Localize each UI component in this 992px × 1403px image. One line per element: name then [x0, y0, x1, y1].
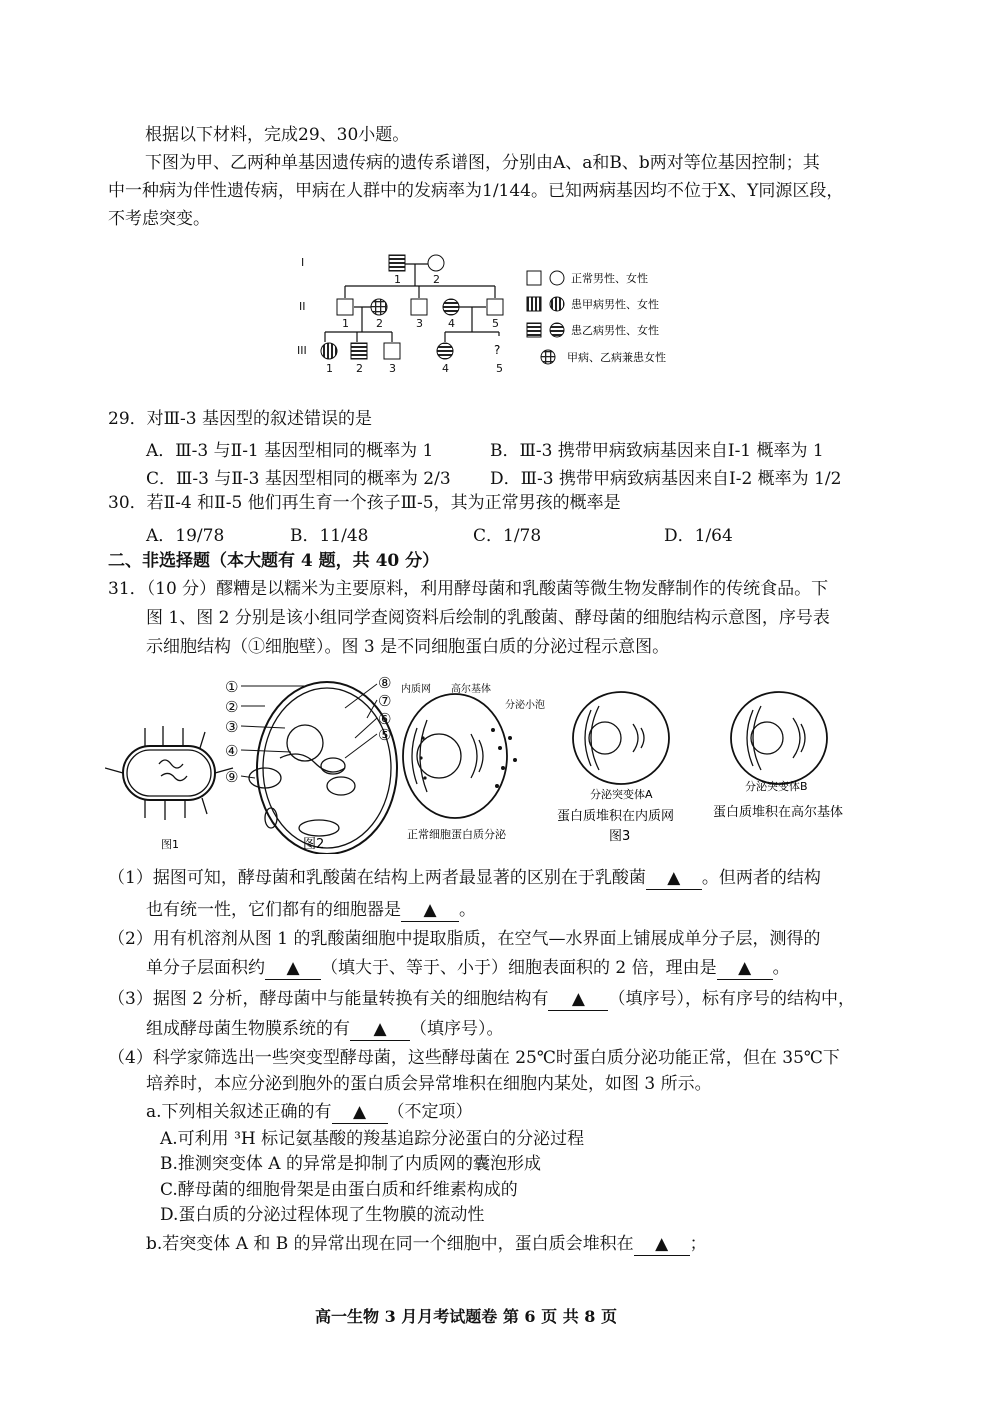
q30-option-b: B．11/48 [290, 526, 369, 546]
q31-line-3: 示细胞结构（①细胞壁）。图 3 是不同细胞蛋白质的分泌过程示意图。 [146, 637, 670, 657]
q29-option-d: D．Ⅲ-3 携带甲病致病基因来自Ⅰ-2 概率为 1/2 [490, 469, 842, 489]
sub4-text-bb: ； [689, 1234, 707, 1254]
sub4-option-c: C.酵母菌的细胞骨架是由蛋白质和纤维素构成的 [160, 1180, 518, 1200]
gen2-num-4: 4 [448, 317, 455, 330]
legend-disease-a: 患甲病男性、女性 [571, 298, 659, 311]
gen1-num-2: 2 [433, 273, 440, 286]
sub1-line-2 [146, 899, 476, 922]
label-circled-9: ⑨ [225, 768, 239, 786]
sub4-part-b [146, 1233, 707, 1256]
golgi-label: 高尔基体 [451, 684, 491, 695]
sub1-text-2a: 也有统一性，它们都有的细胞器是 [146, 900, 401, 920]
q30-option-d: D．1/64 [664, 526, 733, 546]
sub3-text-1a: （3）据图 2 分析，酵母菌中与能量转换有关的细胞结构有 [108, 989, 549, 1009]
sub4-text-ba: b.若突变体 A 和 B 的异常出现在同一个细胞中，蛋白质会堆积在 [146, 1234, 634, 1254]
sub2-text-2b: （填大于、等于、小于）细胞表面积的 2 倍，理由是 [321, 958, 717, 978]
q30-stem: 30．若Ⅱ-4 和Ⅱ-5 他们再生育一个孩子Ⅲ-5，其为正常男孩的概率是 [108, 493, 621, 513]
sub4-option-b: B.推测突变体 A 的异常是抑制了内质网的囊泡形成 [160, 1154, 541, 1174]
gen3-num-1: 1 [326, 362, 333, 375]
sub1-text-1a: （1）据图可知，酵母菌和乳酸菌在结构上两者最显著的区别在于乳酸菌 [108, 868, 646, 888]
sub3-line-1 [108, 988, 855, 1011]
sub4-part-a [146, 1101, 473, 1124]
gen2-num-3: 3 [416, 317, 423, 330]
gen2-num-1: 1 [342, 317, 349, 330]
answer-blank-4[interactable]: ▲ [717, 957, 773, 980]
cell-figures [105, 668, 875, 854]
fig3-mutant-a-cell [573, 692, 669, 784]
answer-blank-1[interactable]: ▲ [646, 867, 702, 890]
q31-line-1: 31．（10 分）醪糟是以糯米为主要原料，利用酵母菌和乳酸菌等微生物发酵制作的传统食品。下 [108, 579, 829, 599]
label-circled-5: ⑤ [378, 726, 392, 744]
label-circled-4: ④ [225, 742, 239, 760]
fig3-caption: 图3 [609, 829, 631, 844]
pedigree-III-4 [437, 343, 453, 359]
pedigree-III-2 [351, 343, 367, 359]
gen-label-I: I [301, 256, 305, 269]
pedigree-II-4 [443, 299, 459, 315]
intro-para-3: 不考虑突变。 [108, 209, 210, 229]
sub2-line-2 [146, 957, 790, 980]
legend-normal: 正常男性、女性 [571, 272, 648, 285]
sub4-line-2: 培养时，本应分泌到胞外的蛋白质会异常堆积在细胞内某处，如图 3 所示。 [146, 1074, 712, 1094]
fig1-bacterium [105, 726, 233, 820]
sub4-option-d: D.蛋白质的分泌过程体现了生物膜的流动性 [160, 1205, 485, 1225]
pedigree-II-2 [371, 299, 387, 315]
pedigree-I-2 [428, 255, 444, 271]
gen2-num-5: 5 [492, 317, 499, 330]
gen1-num-1: 1 [394, 273, 401, 286]
q29-option-a: A．Ⅲ-3 与Ⅱ-1 基因型相同的概率为 1 [146, 441, 434, 461]
gen-label-III: III [297, 344, 307, 357]
sub2-text-2a: 单分子层面积约 [146, 958, 265, 978]
label-circled-1: ① [225, 678, 239, 696]
sub4-text-ab: （不定项） [387, 1102, 473, 1122]
sub3-line-2 [146, 1018, 504, 1041]
sub1-line-1 [108, 867, 821, 890]
gen-label-II: II [299, 300, 306, 313]
fig3-mutant-b-cell [731, 692, 827, 784]
mutant-a-caption: 蛋白质堆积在内质网 [557, 809, 675, 824]
fig2-yeast [249, 682, 397, 854]
sub1-text-2b: 。 [459, 900, 476, 920]
sub4-option-a: A.可利用 ³H 标记氨基酸的羧基追踪分泌蛋白的分泌过程 [160, 1129, 585, 1149]
pedigree-chart [295, 246, 695, 378]
gen3-num-5: 5 [496, 362, 503, 375]
q29-option-c: C．Ⅲ-3 与Ⅱ-3 基因型相同的概率为 2/3 [146, 469, 451, 489]
pedigree-III-1 [321, 343, 337, 359]
intro-para-2: 中一种病为伴性遗传病，甲病在人群中的发病率为1/144。已知两病基因均不位于X、Y同源区段， [108, 181, 844, 201]
pedigree-I-1 [389, 255, 405, 271]
mutant-b-title: 分泌突变体B [745, 780, 808, 793]
sub4-text-aa: a.下列相关叙述正确的有 [146, 1102, 332, 1122]
pedigree-unknown-mark: ? [494, 343, 501, 357]
page-footer: 高一生物 3 月月考试题卷 第 6 页 共 8 页 [315, 1307, 617, 1326]
fig2-caption: 图2 [303, 837, 325, 852]
sub3-text-1b: （填序号），标有序号的结构中， [608, 989, 855, 1009]
pedigree-II-5 [487, 299, 503, 315]
q30-option-c: C．1/78 [473, 526, 542, 546]
normal-secretion-caption: 正常细胞蛋白质分泌 [407, 828, 506, 841]
label-circled-7: ⑦ [378, 692, 392, 710]
q31-line-2: 图 1、图 2 分别是该小组同学查阅资料后绘制的乳酸菌、酵母菌的细胞结构示意图，序号表 [146, 608, 830, 628]
fig1-caption: 图1 [161, 838, 179, 851]
gen3-num-3: 3 [389, 362, 396, 375]
pedigree-III-3 [384, 343, 400, 359]
q29-stem: 29．对Ⅲ-3 基因型的叙述错误的是 [108, 409, 372, 429]
answer-blank-5[interactable]: ▲ [548, 988, 608, 1011]
sub2-line-1: （2）用有机溶剂从图 1 的乳酸菌细胞中提取脂质，在空气—水界面上铺展成单分子层，测得的 [108, 929, 821, 949]
gen3-num-2: 2 [356, 362, 363, 375]
sub2-text-2c: 。 [772, 958, 790, 978]
answer-blank-8[interactable]: ▲ [634, 1233, 690, 1256]
mutant-b-caption: 蛋白质堆积在高尔基体 [713, 805, 844, 820]
label-circled-6: ⑥ [378, 710, 392, 728]
sub1-text-1b: 。但两者的结构 [701, 868, 821, 888]
gen2-num-2: 2 [376, 317, 383, 330]
answer-blank-6[interactable]: ▲ [350, 1018, 410, 1041]
mutant-a-title: 分泌突变体A [590, 788, 653, 801]
gen3-num-4: 4 [442, 362, 449, 375]
sub3-text-2a: 组成酵母菌生物膜系统的有 [146, 1019, 350, 1039]
legend-disease-b: 患乙病男性、女性 [571, 324, 659, 337]
section-2-heading: 二、非选择题（本大题有 4 题，共 40 分） [108, 551, 440, 571]
answer-blank-3[interactable]: ▲ [265, 957, 321, 980]
er-label: 内质网 [401, 684, 431, 695]
answer-blank-2[interactable]: ▲ [401, 899, 459, 922]
answer-blank-7[interactable]: ▲ [332, 1101, 388, 1124]
q30-option-a: A．19/78 [146, 526, 225, 546]
label-circled-2: ② [225, 698, 239, 716]
pedigree-II-3 [411, 299, 427, 315]
intro-para-1: 下图为甲、乙两种单基因遗传病的遗传系谱图，分别由A、a和B、b两对等位基因控制；其 [145, 153, 820, 173]
sub3-text-2b: （填序号）。 [410, 1019, 504, 1039]
label-circled-8: ⑧ [378, 674, 392, 692]
legend-both: 甲病、乙病兼患女性 [567, 351, 666, 364]
vesicle-label: 分泌小泡 [505, 700, 545, 711]
fig3-normal-cell [403, 694, 507, 818]
label-circled-3: ③ [225, 718, 239, 736]
pedigree-II-1 [337, 299, 353, 315]
intro-lead: 根据以下材料，完成29、30小题。 [145, 125, 410, 145]
sub4-line-1: （4）科学家筛选出一些突变型酵母菌，这些酵母菌在 25℃时蛋白质分泌功能正常，但在 35℃下 [108, 1048, 840, 1068]
q29-option-b: B．Ⅲ-3 携带甲病致病基因来自Ⅰ-1 概率为 1 [490, 441, 824, 461]
